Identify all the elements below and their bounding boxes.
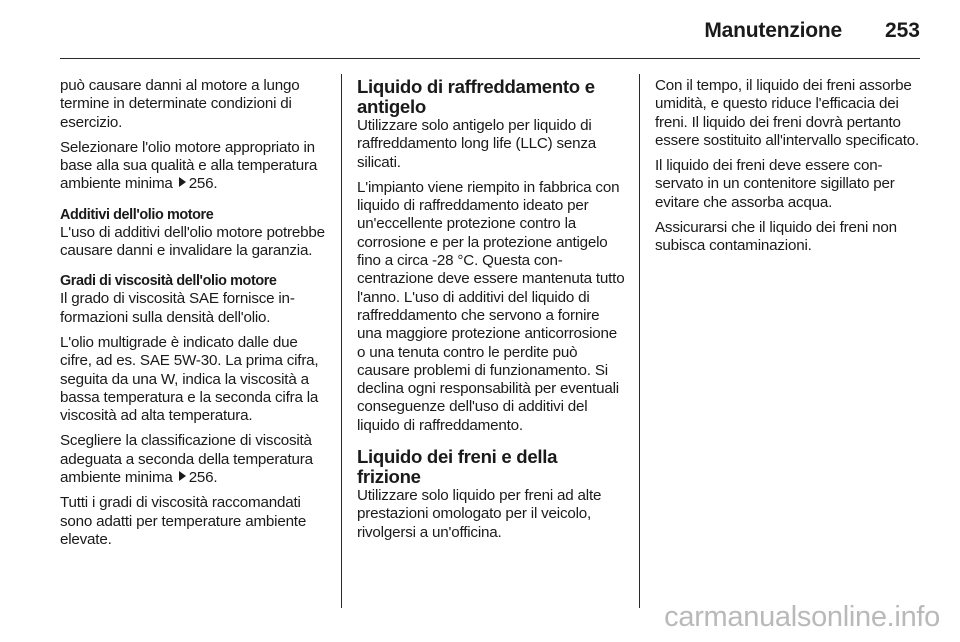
page-reference: 256. bbox=[188, 175, 218, 193]
watermark-link[interactable]: carmanualsonline.info bbox=[664, 601, 940, 633]
paragraph bbox=[60, 432, 328, 487]
page-number: 253 bbox=[884, 19, 920, 42]
paragraph: Con il tempo, il liquido dei freni assorbe umidità, e questo riduce l'efficacia dei freni. Il liquido dei freni dovrà pertanto essere sostituito all'intervallo specificato. bbox=[655, 77, 920, 149]
header-rule bbox=[60, 58, 920, 59]
section-heading: Liquido di raffreddamento e antigelo bbox=[357, 76, 595, 117]
subheading: Gradi di viscosità dell'olio motore bbox=[60, 273, 277, 290]
paragraph: Utilizzare solo liquido per freni ad alte prestazioni omologato per il veicolo, rivolgersi a un'officina. bbox=[357, 487, 602, 541]
section-title: Manutenzione bbox=[704, 19, 842, 42]
paragraph-text: Selezionare l'olio motore appropriato in base alla sua qualità e alla temperatura ambiente minima bbox=[60, 138, 318, 193]
paragraph: L'impianto viene riempito in fabbrica con liquido di raffreddamento ideato per un'eccellente protezione contro la corrosione e per la protezione antigelo fino a circa -28 °C. Questa concentrazione deve essere mantenuta tutto l'anno. L'uso di additivi del liquido di raffreddamento che servono a fornire una maggiore protezione anticorrosione o una tenuta contro le perdite può causare problemi di funzionamento. Si declina ogni responsabilità per eventuali conseguenze dell'uso di additivi del liquido di raffreddamento. bbox=[357, 178, 625, 434]
column-1 bbox=[60, 77, 328, 556]
paragraph: Assicurarsi che il liquido dei freni non subisca contaminazioni. bbox=[655, 219, 897, 255]
paragraph: Tutti i gradi di viscosità raccomandati sono adatti per temperature ambiente elevate. bbox=[60, 494, 307, 548]
paragraph: può causare danni al motore a lungo termine in determinate condizioni di esercizio. bbox=[60, 77, 300, 131]
page-reference-icon bbox=[179, 177, 186, 187]
paragraph: L'olio multigrade è indicato dalle due cifre, ad es. SAE 5W-30. La prima cifra, seguita da una W, indica la viscosità a bassa temperatura e la seconda cifra la viscosità ad alta temperatura. bbox=[60, 333, 319, 425]
paragraph: Il liquido dei freni deve essere conservato in un contenitore sigillato per evitare che assorba acqua. bbox=[655, 157, 895, 211]
paragraph: Utilizzare solo antigelo per liquido di raffreddamento long life (LLC) senza silicati. bbox=[357, 117, 597, 171]
column-divider bbox=[341, 74, 342, 608]
paragraph bbox=[60, 139, 328, 194]
paragraph-text: Scegliere la classificazione di viscosità adeguata a seconda della temperatura ambiente minima bbox=[60, 432, 313, 487]
column-divider bbox=[639, 74, 640, 608]
section-heading: Liquido dei freni e della frizione bbox=[357, 446, 558, 488]
page-reference: 256. bbox=[188, 469, 218, 487]
page-reference-icon bbox=[179, 471, 186, 481]
paragraph: Il grado di viscosità SAE fornisce informazioni sulla densità dell'olio. bbox=[60, 290, 295, 326]
column-2 bbox=[357, 77, 625, 549]
paragraph: L'uso di additivi dell'olio motore potrebbe causare danni e invalidare la garanzia. bbox=[60, 223, 325, 260]
column-3 bbox=[655, 77, 923, 263]
page-header bbox=[0, 0, 960, 58]
subheading: Additivi dell'olio motore bbox=[60, 206, 214, 223]
